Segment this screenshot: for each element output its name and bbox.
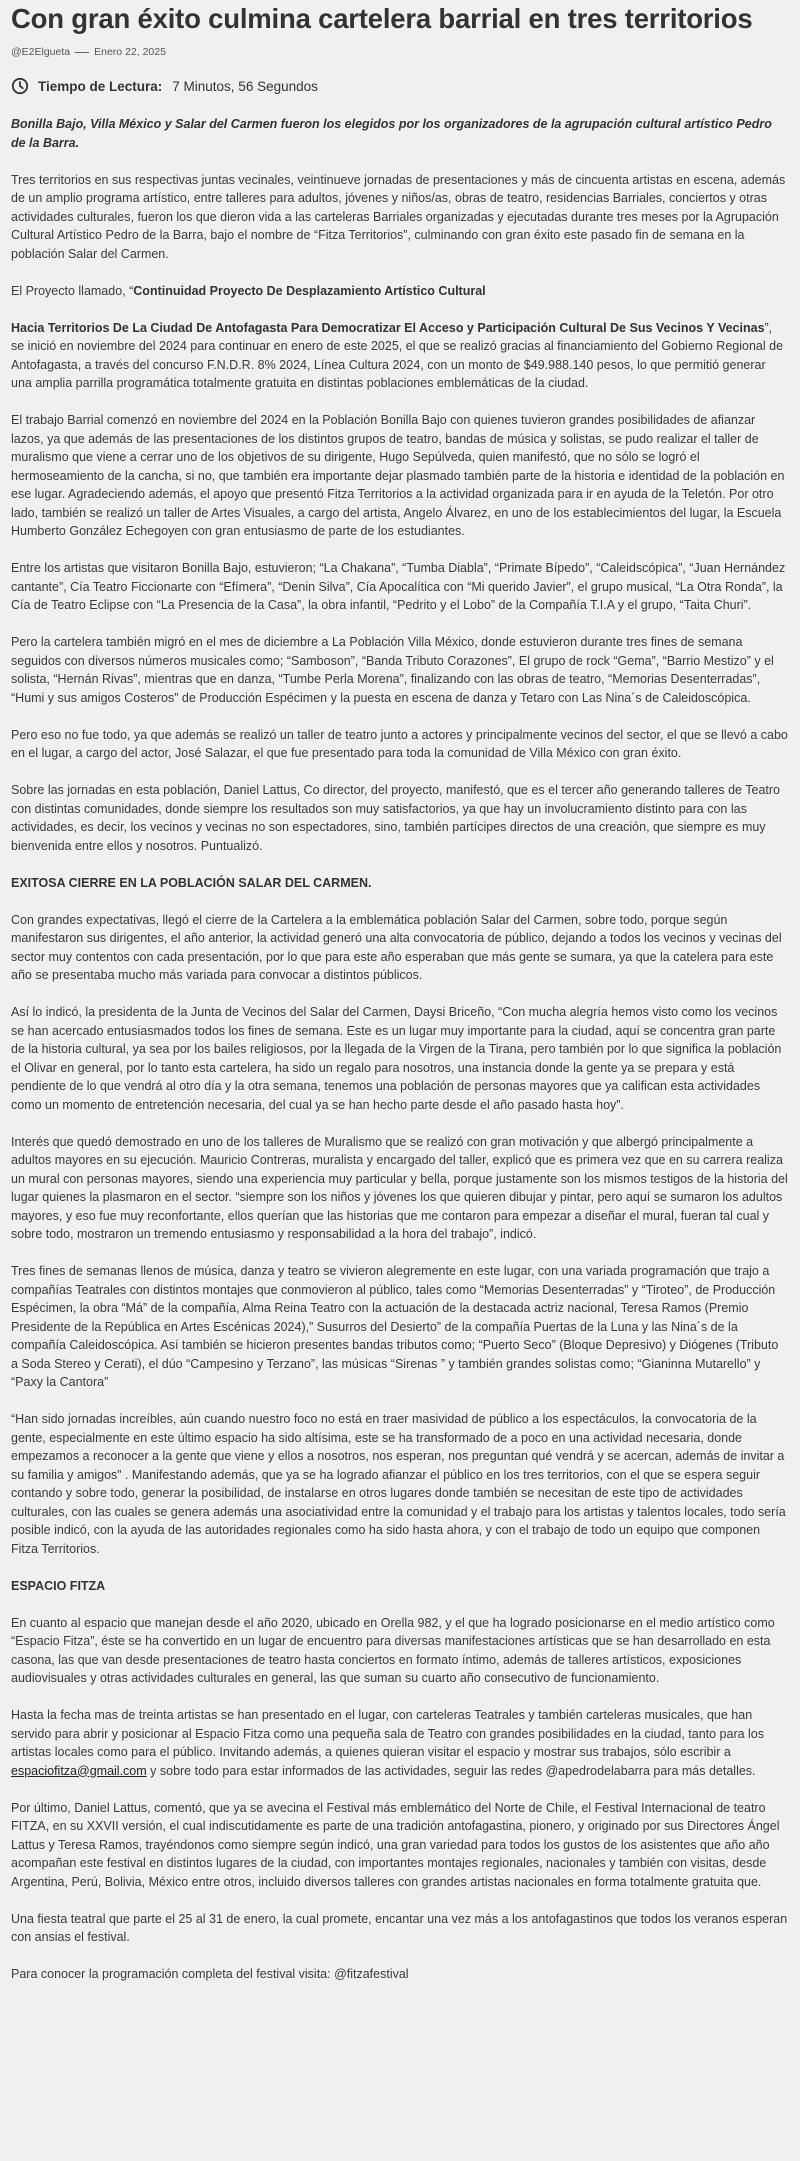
article-lead: Bonilla Bajo, Villa México y Salar del Carmen fueron los elegidos por los organizadores de la agrupación cultural artístico Pedro de la Barra. <box>11 117 772 150</box>
paragraph: “Han sido jornadas increíbles, aún cuando nuestro foco no está en traer masividad de público a los espectáculos, la convocatoria de la gente, especialmente en este último espacio ha sido altísima, este se ha transformado de a poco en una actividad necesaria, donde empezamos a reconocer a la gente que viene y ellos a nosotros, nos esperan, nos preguntan qué vendrá y se acercan, además de invitar a su familia y amigos” . Manifestando además, que ya se ha logrado afianzar el público en los tres territorios, con el que se espera seguir contando y sobre todo, generar la posibilidad, de instalarse en otros lugares donde también se necesitan de este tipo de actividades culturales, con las cuales se genera además una asociatividad entre la comunidad y el trabajo para los artistas y talentos locales, todo sería posible indicó, con la ayuda de las autoridades regionales como ha sido hasta ahora, y con el trabajo de todo un equipo que componen Fitza Territorios. <box>11 1412 786 1556</box>
meta-separator <box>75 52 89 53</box>
paragraph-text: ”, se inició en noviembre del 2024 para continuar en enero de este 2025, el que se realizó gracias al financiamiento del Gobierno Regional de Antofagasta, a través del concurso F.N.D.R. 8% 2024, Línea Cultura 2024, con un monto de $49.988.140 pesos, lo que permitió generar una amplia parrilla programática totalmente gratuita en distintas poblaciones emblemáticas de la ciudad. <box>11 320 784 390</box>
section-heading: EXITOSA CIERRE EN LA POBLACIÓN SALAR DEL CARMEN. <box>11 875 372 890</box>
paragraph-text: y sobre todo para estar informados de las actividades, seguir las redes @apedrodelabarra para más detalles. <box>146 1763 756 1778</box>
paragraph: Entre los artistas que visitaron Bonilla Bajo, estuvieron; “La Chakana”, “Tumba Diabla”, “Primate Bípedo”, “Caleidscópica”, “Juan Hernández cantante”, Cía Teatro Ficcionarte con “Efímera”, “Denin Silva”, Cía Apocalítica con “Mi querido Javier”, el grupo musical, “La Otra Ronda”, la Cía de Teatro Eclipse con “La Presencia de la Casa”, la obra infantil, “Pedrito y el Lobo” de la Compañía T.I.A y el grupo, “Taita Churi”. <box>11 561 786 612</box>
section-heading: ESPACIO FITZA <box>11 1578 106 1593</box>
paragraph-text: El Proyecto llamado, “ <box>11 283 134 298</box>
paragraph: Para conocer la programación completa del festival visita: @fitzafestival <box>11 1967 409 1981</box>
paragraph-text: Hasta la fecha mas de treinta artistas se han presentado en el lugar, con carteleras Teatrales y también carteleras musicales, que han servido para abrir y posicionar al Espacio Fitza como una pequeña sala de Teatro con grandes posibilidades en la ciudad, tanto para los artistas locales como para el público. Invitando además, a quienes quieran visitar el espacio y mostrar sus trabajos, sólo escribir a <box>11 1708 765 1759</box>
paragraph: Pero la cartelera también migró en el mes de diciembre a La Población Villa México, donde estuvieron durante tres fines de semana seguidos con diversos números musicales como; “Samboson”, “Banda Tributo Corazones”, El grupo de rock “Gema”, “Barrio Mestizo” y el solista, “Hernán Rivas”, mientras que en danza, “Tumbe Perla Morena”, finalizando con las obras de teatro, “Memorias Desenterradas”, “Humi y sus amigos Costeros” de Producción Espécimen y la puesta en escena de danza y Tetaro con Las Nina´s de Caleidoscópica. <box>11 635 774 705</box>
article-body <box>11 115 788 1984</box>
paragraph: Por último, Daniel Lattus, comentó, que ya se avecina el Festival más emblemático del Norte de Chile, el Festival Internacional de teatro FITZA, en su XXVII versión, el cual indiscutidamente es parte de una tradición antofagastina, pionero, y originado por sus Directores Ángel Lattus y Teresa Ramos, trayéndonos como siempre según indicó, una gran variedad para todos los gustos de los asistentes que año año acompañan este festival en distintos lugares de la ciudad, con importantes montajes regionales, nacionales y también con visitas, desde Argentina, Perú, Bolivia, México entre otros, incluido diversos talleres con grandes artistas nacionales en forma totalmente gratuita que. <box>11 1800 780 1889</box>
paragraph: Con grandes expectativas, llegó el cierre de la Cartelera a la emblemática población Salar del Carmen, sobre todo, porque según manifestaron sus dirigentes, el año anterior, la actividad generó una alta convocatoria de público, dejando a todos los vecinos y vecinas del sector muy contentos con cada presentación, por lo que para este año esperaban que más gente se sumara, ya que la catelera para este año se presentaba mucho más variada para convocar a distintos públicos. <box>11 912 782 982</box>
paragraph: Así lo indicó, la presidenta de la Junta de Vecinos del Salar del Carmen, Daysi Briceño, “Con mucha alegría hemos visto como los vecinos se han acercado entusiasmados todos los fines de semana. Este es un lugar muy importante para la ciudad, aquí se concentra gran parte de la historia cultural, ya sea por los bailes religiosos, por la llegada de la Virgen de la Tirana, pero también por lo que significa la población el Olivar en general, por lo tanto esta cartelera, ha sido un regalo para nosotros, una instancia donde la gente ya se prepara y está pendiente de lo que vendrá al otro día y la otra semana, tenemos una población de personas mayores que ya califican esta actividades como un momento de entretención necesaria, del cual ya se han hecho parte desde el año pasado hasta hoy”. <box>11 1005 782 1112</box>
project-name-continued: Hacia Territorios De La Ciudad De Antofagasta Para Democratizar El Acceso y Participación Cultural De Sus Vecinos Y Vecinas <box>11 320 765 335</box>
reading-time <box>11 77 788 95</box>
paragraph: Pero eso no fue todo, ya que además se realizó un taller de teatro junto a actores y principalmente vecinos del sector, el que se llevó a cabo en el lugar, a cargo del actor, José Salazar, el que fue presentado para toda la comunidad de Villa México con gran éxito. <box>11 727 788 760</box>
author-link[interactable]: @E2Elgueta <box>11 46 71 58</box>
paragraph <box>11 282 788 301</box>
article-title: Con gran éxito culmina cartelera barrial en tres territorios <box>11 3 753 34</box>
article-meta <box>11 46 788 58</box>
project-name: Continuidad Proyecto De Desplazamiento Artístico Cultural <box>133 283 486 298</box>
paragraph <box>11 319 788 393</box>
paragraph: El trabajo Barrial comenzó en noviembre del 2024 en la Población Bonilla Bajo con quienes tuvieron grandes posibilidades de afianzar lazos, ya que además de las presentaciones de los distintos grupos de teatro, bandas de música y solistas, se pudo realizar el taller de muralismo que viene a cerrar uno de los objetivos de su dirigente, Hugo Sepúlveda, quien manifestó, que no sólo se logró el hermoseamiento de la cancha, si no, que también era importante dejar plasmado también parte de la historia e identidad de la población en ese lugar. Agradeciendo además, el apoyo que presentó Fitza Territorios a la actividad organizada para ir en ayuda de la Teletón. Por otro lado, también se realizó un taller de Artes Visuales, a cargo del artista, Angelo Álvarez, en uno de los establecimientos del lugar, la Escuela Humberto González Echegoyen con gran entusiasmo de parte de los estudiantes. <box>11 413 785 538</box>
paragraph: Una fiesta teatral que parte el 25 al 31 de enero, la cual promete, encantar una vez más a los antofagastinos que todos los veranos esperan con ansias el festival. <box>11 1911 788 1944</box>
paragraph: Tres territorios en sus respectivas juntas vecinales, veintinueve jornadas de presentaciones y más de cincuenta artistas en escena, además de un amplio programa artístico, entre talleres para adultos, jóvenes y niños/as, obras de teatro, residencias Barriales, conciertos y otras actividades culturales, fueron los que dieron vida a las carteleras Barriales organizadas y ejecutadas durante tres meses por la Agrupación Cultural Artístico Pedro de la Barra, bajo el nombre de “Fitza Territorios”, culminando con gran éxito este pasado fin de semana en la población Salar del Carmen. <box>11 172 786 261</box>
email-link[interactable]: espaciofitza@gmail.com <box>11 1763 147 1778</box>
paragraph: Interés que quedó demostrado en uno de los talleres de Muralismo que se realizó con gran motivación y que albergó principalmente a adultos mayores en su ejecución. Mauricio Contreras, muralista y encargado del taller, explicó que es primera vez que en su carrera realiza un mural con personas mayores, siendo una experiencia muy particular y bella, porque justamente son los mismos testigos de la historia del lugar quienes la plasmaron en el sector. “siempre son los niños y jóvenes los que quieren dibujar y pintar, pero aquí se sumaron los adultos mayores, y eso fue muy reconfortante, ellos querían que las historias que me contaron para empezar a diseñar el mural, fueran tal cual y sobre todo, mostraron un tremendo entusiasmo y responsabilidad a la hora del trabajo”, indicó. <box>11 1134 788 1241</box>
paragraph: En cuanto al espacio que manejan desde el año 2020, ubicado en Orella 982, y el que ha logrado posicionarse en el medio artístico como “Espacio Fitza”, éste se ha convertido en un lugar de encuentro para diversas manifestaciones artísticas que se han desarrollado en esta casona, las que van desde presentaciones de teatro hasta conciertos en formato íntimo, además de talleres artísticos, exposiciones audiovisuales y otras actividades culturales en general, las que suman su cuarto año consecutivo de funcionamiento. <box>11 1615 775 1685</box>
clock-icon <box>11 77 29 95</box>
paragraph: Sobre las jornadas en esta población, Daniel Lattus, Co director, del proyecto, manifestó, que es el tercer año generando talleres de Teatro con distintas comunidades, donde siempre los resultados son muy satisfactorios, ya que hay un involucramiento distinto para con las actividades, es decir, los vecinos y vecinas no son espectadores, sino, también partícipes directos de una creación, que siempre es muy bienvenida entre ellos y nosotros. Puntualizó. <box>11 783 780 853</box>
reading-time-label: Tiempo de Lectura: <box>38 78 163 94</box>
paragraph <box>11 1706 788 1780</box>
paragraph: Tres fines de semanas llenos de música, danza y teatro se vivieron alegremente en este lugar, con una variada programación que trajo a compañías Teatrales con distintos montajes que conmovieron al público, tales como “Memorias Desenterradas” y “Tiroteo”, de Producción Espécimen, la obra “Má” de la compañía, Alma Reina Teatro con la actuación de la destacada actriz nacional, Teresa Ramos (Premio Presidente de la República en Artes Escénicas 2024),” Susurros del Desierto” de la compañía Puertas de la Luna y las Nina´s de la compañía Caleidoscópica. Así también se hicieron presentes bandas tributos como; “Puerto Seco” (Bloque Depresivo) y Diógenes (Tributo a Soda Stereo y Cerati), el dúo “Campesino y Terzano”, las músicas “Sirenas ” y también grandes solistas como; “Gianinna Mutarello” y “Paxy la Cantora” <box>11 1264 779 1389</box>
reading-time-value: 7 Minutos, 56 Segundos <box>172 78 318 94</box>
publish-date: Enero 22, 2025 <box>94 46 166 58</box>
